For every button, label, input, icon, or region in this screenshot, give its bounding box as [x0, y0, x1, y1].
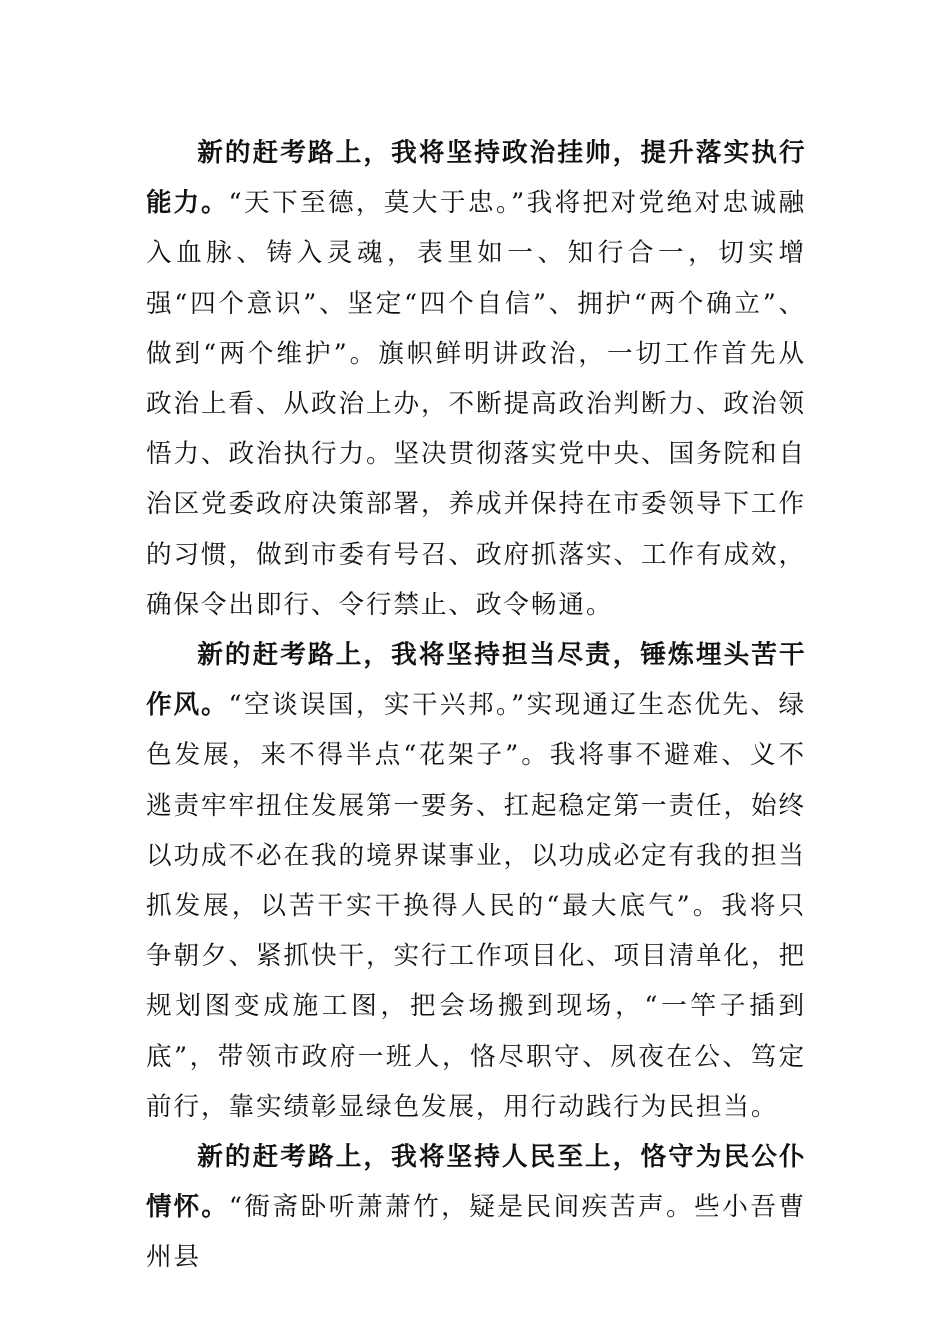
paragraph-body: “衙斋卧听萧萧竹，疑是民间疾苦声。些小吾曹州县 — [146, 1192, 806, 1273]
paragraph-lead: 新的赶考路上，我将坚持人民至上，恪守为民公仆情怀。 — [146, 1142, 806, 1223]
document-page — [146, 128, 806, 1283]
paragraph-people-first — [146, 1132, 806, 1283]
paragraph-political-leadership — [146, 128, 806, 630]
paragraph-body: “天下至德，莫大于忠。”我将把对党绝对忠诚融入血脉、铸入灵魂，表里如一、知行合一，切实增强“四个意识”、坚定“四个自信”、拥护“两个确立”、做到“两个维护”。旗帜鲜明讲政治，一切工作首先从政治上看、从政治上办，不断提高政治判断力、政治领悟力、政治执行力。坚决贯彻落实党中央、国务院和自治区党委政府决策部署，养成并保持在市委领导下工作的习惯，做到市委有号召、政府抓落实、工作有成效，确保令出即行、令行禁止、政令畅通。 — [146, 188, 807, 620]
paragraph-lead: 新的赶考路上，我将坚持政治挂帅，提升落实执行能力。 — [146, 138, 806, 219]
paragraph-lead: 新的赶考路上，我将坚持担当尽责，锤炼埋头苦干作风。 — [146, 640, 806, 721]
paragraph-body: “空谈误国，实干兴邦。”实现通辽生态优先、绿色发展，来不得半点“花架子”。我将事不避难、义不逃责牢牢扭住发展第一要务、扛起稳定第一责任，始终以功成不必在我的境界谋事业，以功成必定有我的担当抓发展，以苦干实干换得人民的“最大底气”。我将只争朝夕、紧抓快干，实行工作项目化、项目清单化，把规划图变成施工图，把会场搬到现场，“一竿子插到底”，带领市政府一班人，恪尽职守、夙夜在公、笃定前行，靠实绩彰显绿色发展，用行动践行为民担当。 — [146, 690, 807, 1122]
paragraph-responsibility — [146, 630, 806, 1132]
